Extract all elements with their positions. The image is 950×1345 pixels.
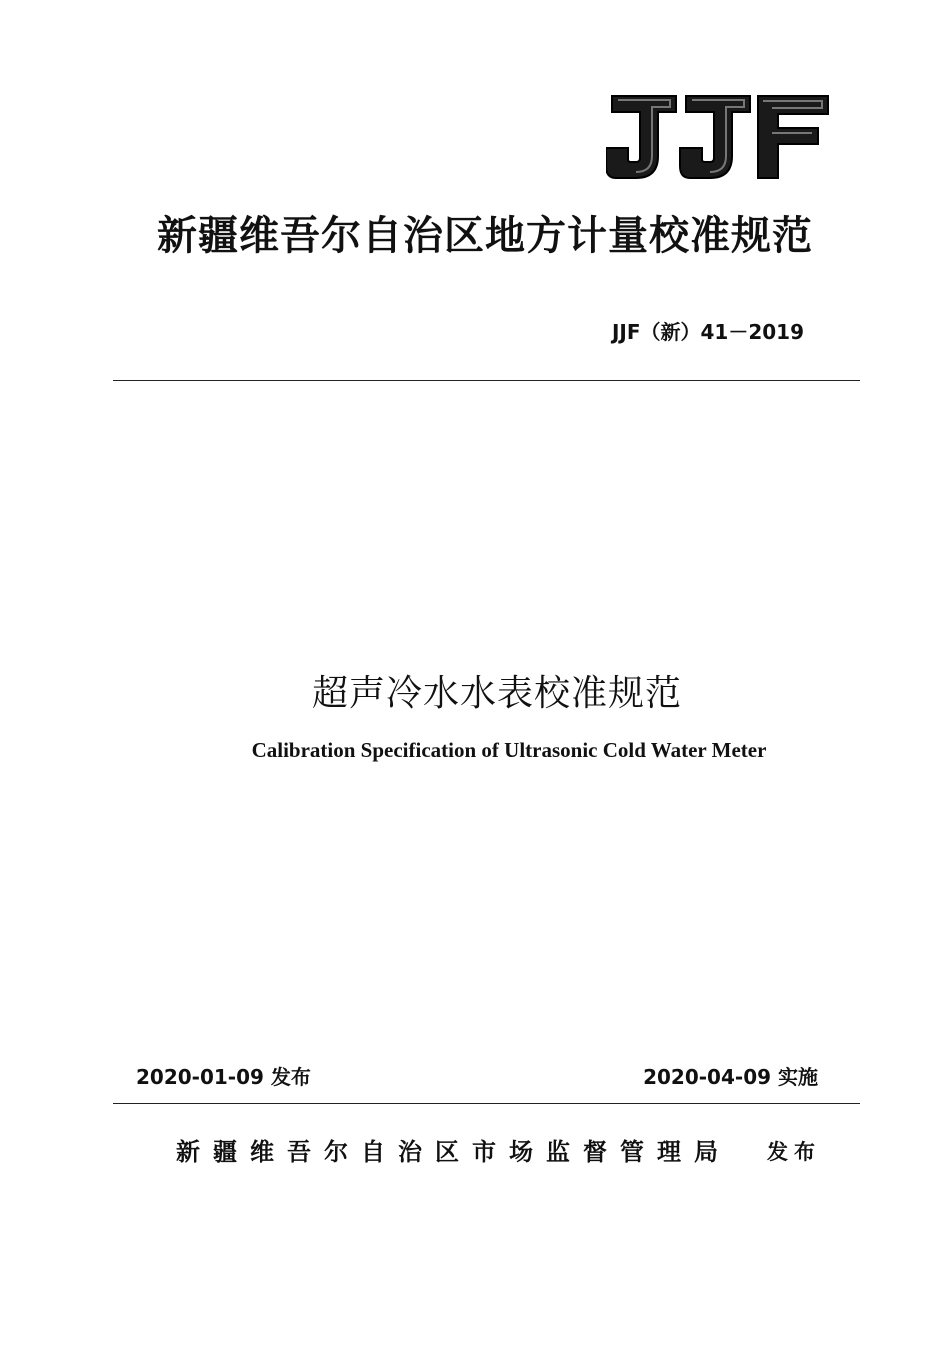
document-title-english: Calibration Specification of Ultrasonic Cold Water Meter	[251, 738, 767, 762]
effective-date: 2020-04-09 实施	[643, 1065, 818, 1089]
organization-title: 新疆维吾尔自治区地方计量校准规范	[157, 213, 813, 259]
issue-date: 2020-01-09 发布	[136, 1065, 311, 1089]
jjf-logo-graphic	[606, 90, 830, 182]
publish-label: 发布	[767, 1140, 821, 1164]
publisher-name: 新疆维吾尔自治区市场监督管理局	[176, 1138, 731, 1166]
jjf-logo	[606, 90, 830, 182]
document-title-chinese: 超声冷水水表校准规范	[311, 673, 682, 714]
bottom-divider	[113, 1103, 860, 1104]
top-divider	[113, 380, 860, 381]
standard-code: JJF（新）41－2019	[611, 320, 804, 344]
